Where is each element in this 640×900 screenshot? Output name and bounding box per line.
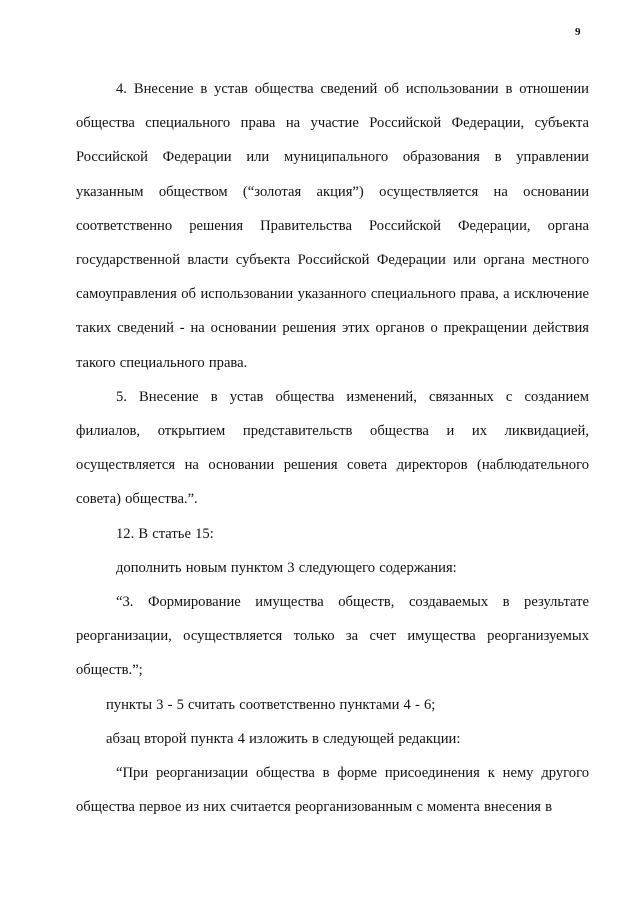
paragraph-article-12: 12. В статье 15:	[116, 525, 214, 542]
paragraph-second-clause: абзац второй пункта 4 изложить в следующей редакции:	[106, 730, 461, 747]
paragraph-point-3-text: “3. Формирование имущества обществ, создаваемых в результате реорганизации, осуществляется только за счет имущества реорганизуемых обществ.”;	[76, 594, 589, 679]
paragraph-item-5: 5. Внесение в устав общества изменений, связанных с созданием филиалов, открытием представительств общества и их ликвидацией, осуществляется на основании решения совета директоров (наблюдательного совета) общества.”.	[76, 388, 589, 508]
paragraph-renumber-points: пункты 3 - 5 считать соответственно пунктами 4 - 6;	[106, 696, 436, 713]
paragraph-item-4: 4. Внесение в устав общества сведений об использовании в отношении общества специального права на участие Российской Федерации, субъекта Российской Федерации или муниципального образования в управлении указанным обществом (“золотая акция”) осуществляется на основании соответственно решения Правительства Российской Федерации, органа государственной власти субъекта Российской Федерации или органа местного самоуправления об использовании указанного специального права, а исключение таких сведений - на основании решения этих органов о прекращении действия такого специального права.	[76, 81, 589, 371]
document-body	[76, 72, 589, 824]
paragraph-add-point-3: дополнить новым пунктом 3 следующего содержания:	[116, 559, 457, 576]
page-number: 9	[575, 26, 581, 38]
paragraph-reorganization-quote: “При реорганизации общества в форме присоединения к нему другого общества первое из них считается реорганизованным с момента внесения в	[76, 765, 589, 816]
